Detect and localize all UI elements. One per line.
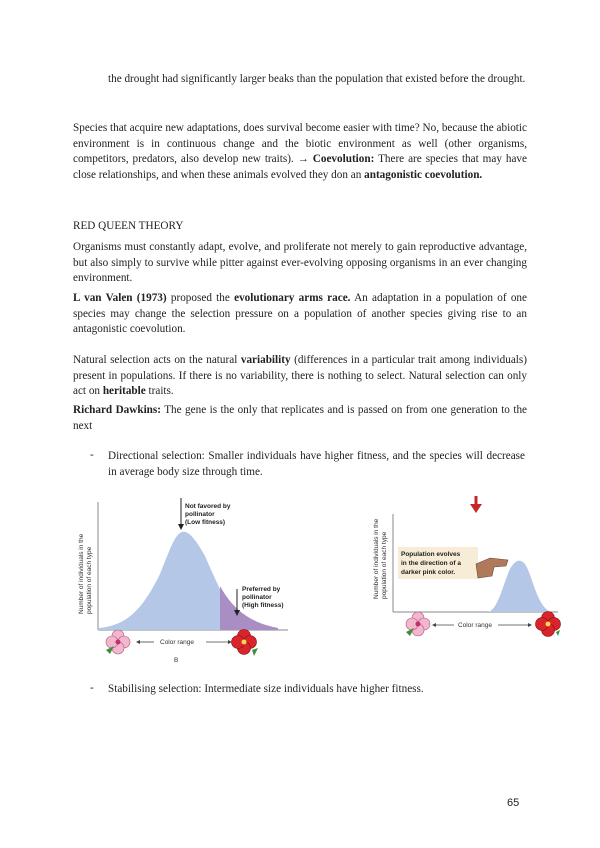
bullet-dash-stabilising: - — [90, 682, 94, 694]
fig2-curve — [488, 561, 550, 612]
fig1-xlabel: Color range — [160, 639, 194, 646]
fig1-not-favored-2: pollinator — [185, 511, 215, 518]
fig1-ylabel-1: Number of individuals in the — [78, 533, 85, 614]
section-heading-red-queen: RED QUEEN THEORY — [73, 220, 184, 232]
paragraph-organisms: Organisms must constantly adapt, evolve, and proliferate not merely to gain reproductive advantage, but also simply to survive while pitter against ever-evolving opposing organisms in an ever changing environment. — [73, 241, 527, 284]
fig2-red-arrow-head — [470, 504, 482, 513]
fig2-ylabel-1: Number of individuals in the — [373, 518, 380, 599]
bullet-directional-selection: Directional selection: Smaller individuals have higher fitness, and the species will decrease in average body size through time. — [108, 450, 525, 478]
bullet-dash-directional: - — [90, 449, 94, 461]
figure-population-evolves — [368, 494, 568, 644]
paragraph-van-valen: L van Valen (1973) proposed the evolutionary arms race. An adaptation in a population of one species may change the selection pressure on a population of another species giving rise to an antagonistic coevolution. — [73, 292, 527, 335]
fig2-callout-1: Population evolves — [401, 551, 461, 558]
fig1-flower-pink-icon — [106, 630, 130, 654]
fig2-flower-pink-icon — [406, 612, 430, 636]
bullet-stabilising-selection: Stabilising selection: Intermediate size individuals have higher fitness. — [108, 683, 424, 695]
fig1-flower-red-icon — [232, 630, 259, 657]
paragraph-drought: the drought had significantly larger beaks than the population that existed before the drought. — [108, 73, 526, 85]
paragraph-coevolution: Species that acquire new adaptations, does survival become easier with time? No, because the abiotic environment is in continuous change and the biotic environment as well (other organisms, competitors, predators, also develop new traits). → Coevolution: There are species that may have close relationships, and when these animals evolved they don an antagonistic coevolution. — [73, 122, 527, 181]
fig1-preferred-2: pollinator — [242, 594, 272, 601]
fig1-not-favored-1: Not favored by — [185, 503, 231, 510]
fig1-preferred-3: (High fitness) — [242, 602, 284, 609]
fig1-arrow-head — [178, 524, 184, 530]
fig2-xlabel: Color range — [458, 622, 492, 629]
fig2-pointing-hand-icon — [476, 558, 508, 578]
paragraph-dawkins: Richard Dawkins: The gene is the only that replicates and is passed on from one generation to the next — [73, 404, 528, 432]
fig1-ylabel-2: population of each type — [86, 546, 93, 614]
fig2-callout-3: darker pink color. — [401, 569, 456, 576]
paragraph-natural-selection: Natural selection acts on the natural variability (differences in a particular trait among individuals) present in populations. If there is no variability, there is nothing to select. Natural selection can only act on heritable traits. — [73, 354, 527, 397]
figure-directional-selection — [70, 494, 300, 666]
fig1-preferred-1: Preferred by — [242, 586, 281, 593]
page-number: 65 — [507, 797, 520, 809]
fig1-panel-label: B — [174, 657, 179, 664]
fig2-ylabel-2: population of each type — [381, 531, 388, 599]
fig2-callout-2: in the direction of a — [401, 560, 461, 567]
fig1-not-favored-3: (Low fitness) — [185, 519, 226, 526]
fig2-flower-red-icon — [536, 612, 561, 637]
fig1-curve — [98, 532, 220, 630]
